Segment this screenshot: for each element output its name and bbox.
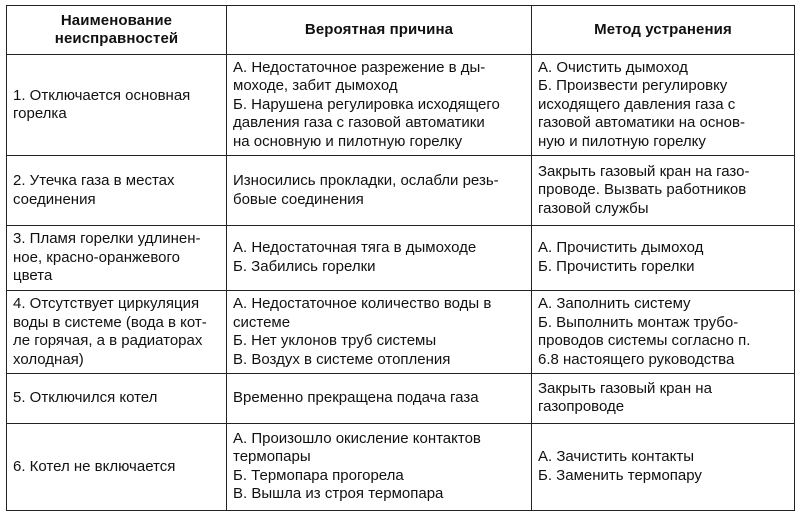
- cell-line: Б. Выполнить монтаж трубо-: [538, 313, 739, 331]
- fix-cell: [532, 374, 795, 423]
- fault-cell: [7, 291, 227, 374]
- fix-cell: [532, 423, 795, 510]
- cell-line: 1. Отключается основная: [13, 86, 191, 104]
- table-row: [7, 225, 795, 290]
- cell-line: 3. Пламя горелки удлинен-: [13, 230, 201, 248]
- cell-line: А. Недостаточное разрежение в ды-: [233, 58, 486, 76]
- header-fix: [532, 6, 795, 55]
- fault-cell: [7, 225, 227, 290]
- cell-line: А. Произошло окисление контактов: [233, 429, 481, 447]
- cell-line: В. Воздух в системе отопления: [233, 350, 451, 368]
- cause-cell: [227, 374, 532, 423]
- troubleshooting-sheet: [6, 5, 794, 511]
- header-fault-line: неисправностей: [54, 30, 179, 47]
- cell-line: 6. Котел не включается: [13, 457, 176, 475]
- cell-line: бовые соединения: [233, 190, 364, 208]
- cell-line: Б. Нарушена регулировка исходящего: [233, 95, 500, 113]
- fix-cell: [532, 291, 795, 374]
- cell-line: Износились прокладки, ослабли резь-: [233, 172, 499, 190]
- cell-line: давления газа с газовой автоматики: [233, 114, 485, 132]
- cell-line: Б. Термопара прогорела: [233, 466, 404, 484]
- cell-line: Закрыть газовый кран на: [538, 379, 712, 397]
- table-row: [7, 374, 795, 423]
- fault-cell: [7, 156, 227, 225]
- cell-line: моходе, забит дымоход: [233, 77, 398, 95]
- fix-cell: [532, 156, 795, 225]
- cell-line: А. Заполнить систему: [538, 295, 691, 313]
- header-cause: [227, 6, 532, 55]
- table-row: [7, 156, 795, 225]
- header-cause-line: Вероятная причина: [304, 20, 454, 38]
- table-row: [7, 55, 795, 156]
- cell-line: А. Недостаточное количество воды в: [233, 295, 492, 313]
- cause-cell: [227, 156, 532, 225]
- troubleshooting-table: [6, 5, 795, 511]
- cell-line: Б. Нет уклонов труб системы: [233, 332, 437, 350]
- cell-line: ле горячая, а в радиаторах: [13, 332, 203, 350]
- cell-line: 4. Отсутствует циркуляция: [13, 295, 200, 313]
- header-fault-line: Наименование: [60, 11, 173, 29]
- cell-line: системе: [233, 313, 291, 331]
- cell-line: газопроводе: [538, 398, 625, 416]
- cell-line: Б. Заменить термопару: [538, 466, 702, 484]
- cell-line: ную и пилотную горелку: [538, 132, 706, 150]
- fix-cell: [532, 225, 795, 290]
- cell-line: горелка: [13, 105, 67, 123]
- cell-line: А. Недостаточная тяга в дымоходе: [233, 239, 477, 257]
- cell-line: А. Прочистить дымоход: [538, 239, 704, 257]
- cause-cell: [227, 291, 532, 374]
- fix-cell: [532, 55, 795, 156]
- cell-line: Б. Прочистить горелки: [538, 257, 695, 275]
- cause-cell: [227, 423, 532, 510]
- cell-line: на основную и пилотную горелку: [233, 132, 463, 150]
- cell-line: Закрыть газовый кран на газо-: [538, 162, 750, 180]
- cell-line: А. Очистить дымоход: [538, 58, 688, 76]
- cell-line: 6.8 настоящего руководства: [538, 350, 735, 368]
- fault-cell: [7, 374, 227, 423]
- fault-cell: [7, 55, 227, 156]
- cell-line: 5. Отключился котел: [13, 389, 158, 407]
- cause-cell: [227, 55, 532, 156]
- header-row: [7, 6, 795, 55]
- cell-line: холодная): [13, 350, 84, 368]
- cell-line: газовой автоматики на основ-: [538, 114, 745, 132]
- header-fault: [7, 6, 227, 55]
- cell-line: воды в системе (вода в кот-: [13, 313, 207, 331]
- cell-line: проводов системы согласно п.: [538, 332, 751, 350]
- cell-line: проводе. Вызвать работников: [538, 181, 747, 199]
- cell-line: исходящего давления газа с: [538, 95, 736, 113]
- table-row: [7, 291, 795, 374]
- cell-line: В. Вышла из строя термопара: [233, 485, 444, 503]
- cell-line: цвета: [13, 267, 53, 285]
- cell-line: А. Зачистить контакты: [538, 448, 694, 466]
- cause-cell: [227, 225, 532, 290]
- fault-cell: [7, 423, 227, 510]
- header-fix-line: Метод устранения: [594, 20, 732, 38]
- table-row: [7, 423, 795, 510]
- cell-line: газовой службы: [538, 199, 649, 217]
- cell-line: 2. Утечка газа в местах: [13, 172, 175, 190]
- cell-line: Б. Забились горелки: [233, 257, 376, 275]
- cell-line: ное, красно-оранжевого: [13, 248, 180, 266]
- cell-line: термопары: [233, 448, 311, 466]
- cell-line: Б. Произвести регулировку: [538, 77, 728, 95]
- cell-line: Временно прекращена подача газа: [233, 389, 479, 407]
- cell-line: соединения: [13, 190, 96, 208]
